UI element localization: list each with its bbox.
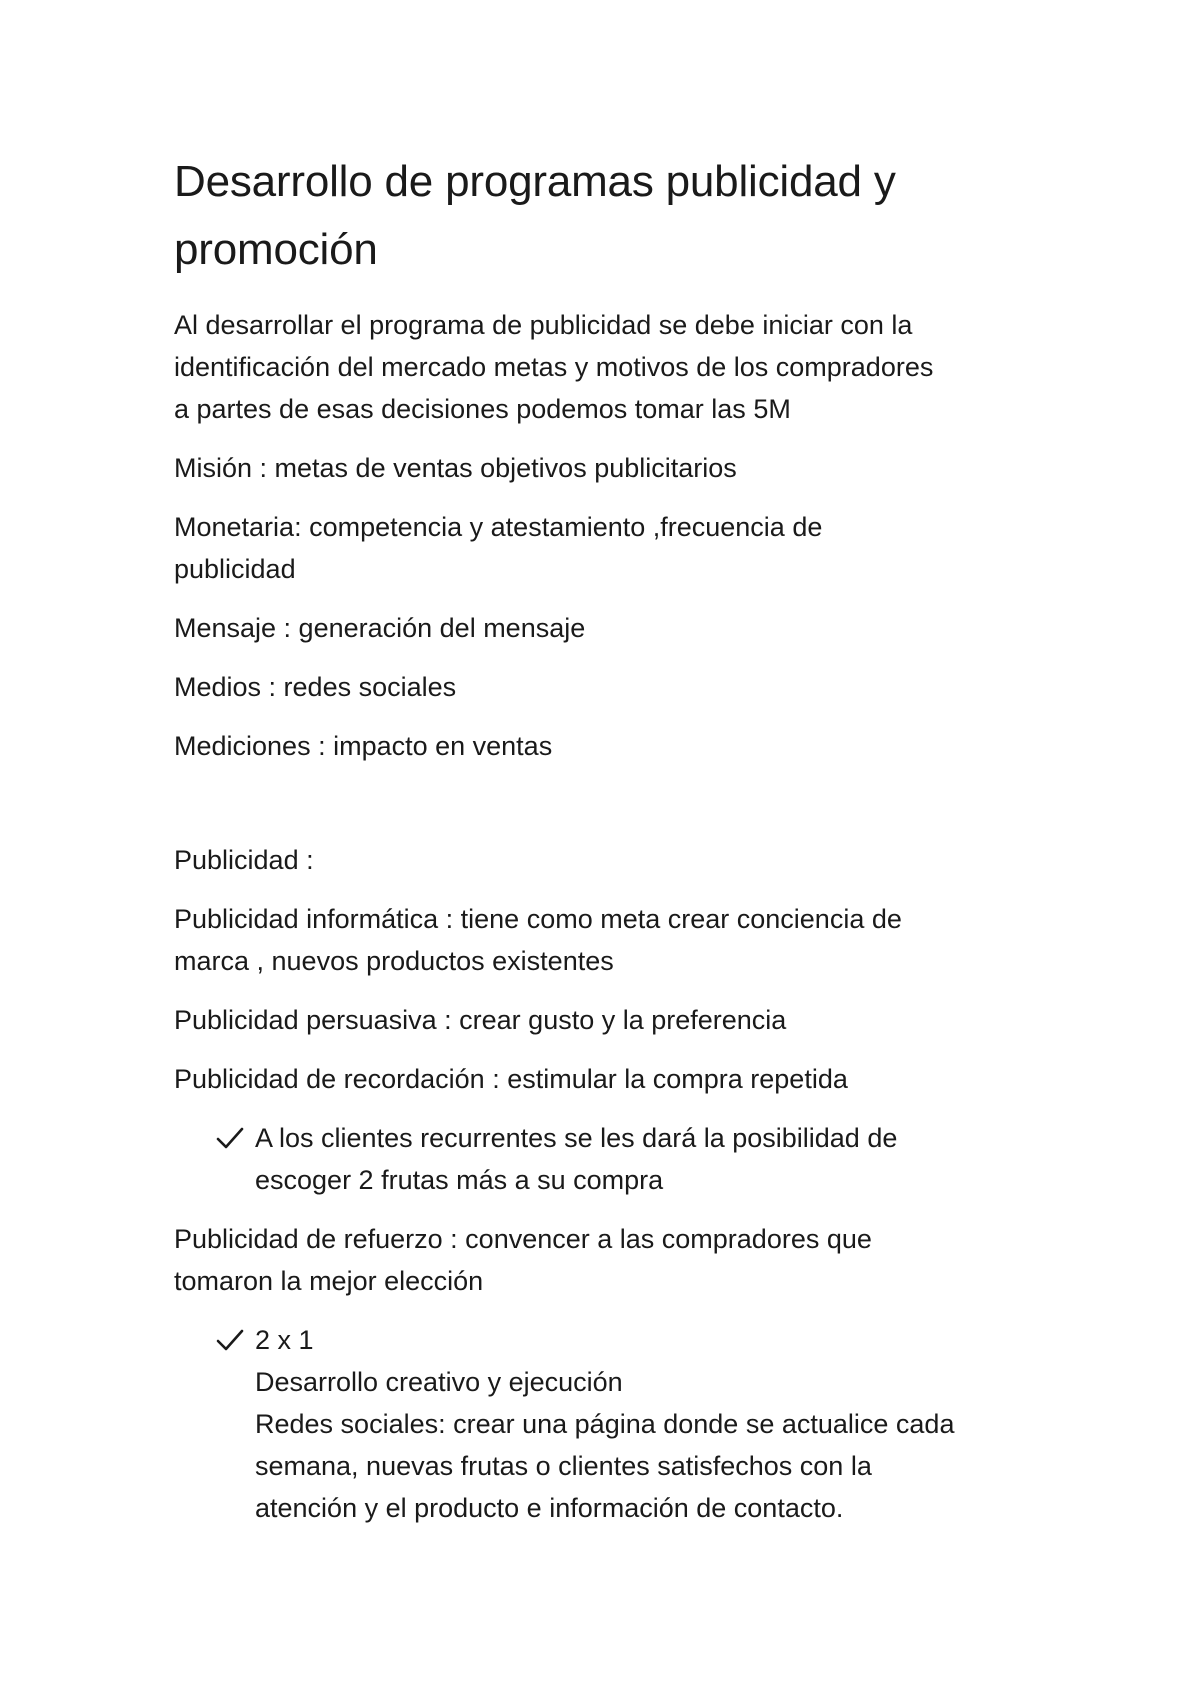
informatica-line: Publicidad informática : tiene como meta crear conciencia de <box>174 904 902 934</box>
medios-paragraph: Medios : redes sociales <box>174 672 457 702</box>
monetaria-line: Monetaria: competencia y atestamiento ,frecuencia de <box>174 512 823 542</box>
title-line: Desarrollo de programas publicidad y <box>174 157 896 206</box>
refuerzo-line: tomaron la mejor elección <box>174 1266 484 1296</box>
refuerzo-line: Publicidad de refuerzo : convencer a las compradores que <box>174 1224 872 1254</box>
checklist-item <box>174 1117 1020 1201</box>
checkmark-icon <box>216 1126 244 1150</box>
publicidad-persuasiva-paragraph: Publicidad persuasiva : crear gusto y la preferencia <box>174 1005 787 1035</box>
monetaria-paragraph <box>174 506 1020 590</box>
checklist-item-line: semana, nuevas frutas o clientes satisfechos con la <box>255 1451 872 1481</box>
publicidad-refuerzo-paragraph <box>174 1218 1020 1302</box>
publicidad-informatica-paragraph <box>174 898 1020 982</box>
checklist-item-line: atención y el producto e información de contacto. <box>255 1493 844 1523</box>
checklist-item-line: Redes sociales: crear una página donde se actualice cada <box>255 1409 955 1439</box>
publicidad-recordacion-paragraph: Publicidad de recordación : estimular la compra repetida <box>174 1064 848 1094</box>
intro-line: a partes de esas decisiones podemos tomar las 5M <box>174 394 791 424</box>
mediciones-paragraph: Mediciones : impacto en ventas <box>174 731 553 761</box>
intro-paragraph <box>174 304 1020 430</box>
checklist-item-line: 2 x 1 <box>255 1325 314 1355</box>
informatica-line: marca , nuevos productos existentes <box>174 946 614 976</box>
checklist-item-line: escoger 2 frutas más a su compra <box>255 1165 664 1195</box>
mision-paragraph: Misión : metas de ventas objetivos publicitarios <box>174 453 737 483</box>
intro-line: Al desarrollar el programa de publicidad se debe iniciar con la <box>174 310 913 340</box>
checklist-item <box>174 1319 1020 1529</box>
mensaje-paragraph: Mensaje : generación del mensaje <box>174 613 586 643</box>
blank-line <box>174 784 1020 839</box>
title-line: promoción <box>174 225 378 274</box>
document-title <box>174 148 1020 284</box>
publicidad-heading: Publicidad : <box>174 845 314 875</box>
checklist-item-line: Desarrollo creativo y ejecución <box>255 1367 623 1397</box>
checklist-item-line: A los clientes recurrentes se les dará la posibilidad de <box>255 1123 898 1153</box>
checkmark-icon <box>216 1328 244 1352</box>
monetaria-line: publicidad <box>174 554 296 584</box>
intro-line: identificación del mercado metas y motivos de los compradores <box>174 352 934 382</box>
